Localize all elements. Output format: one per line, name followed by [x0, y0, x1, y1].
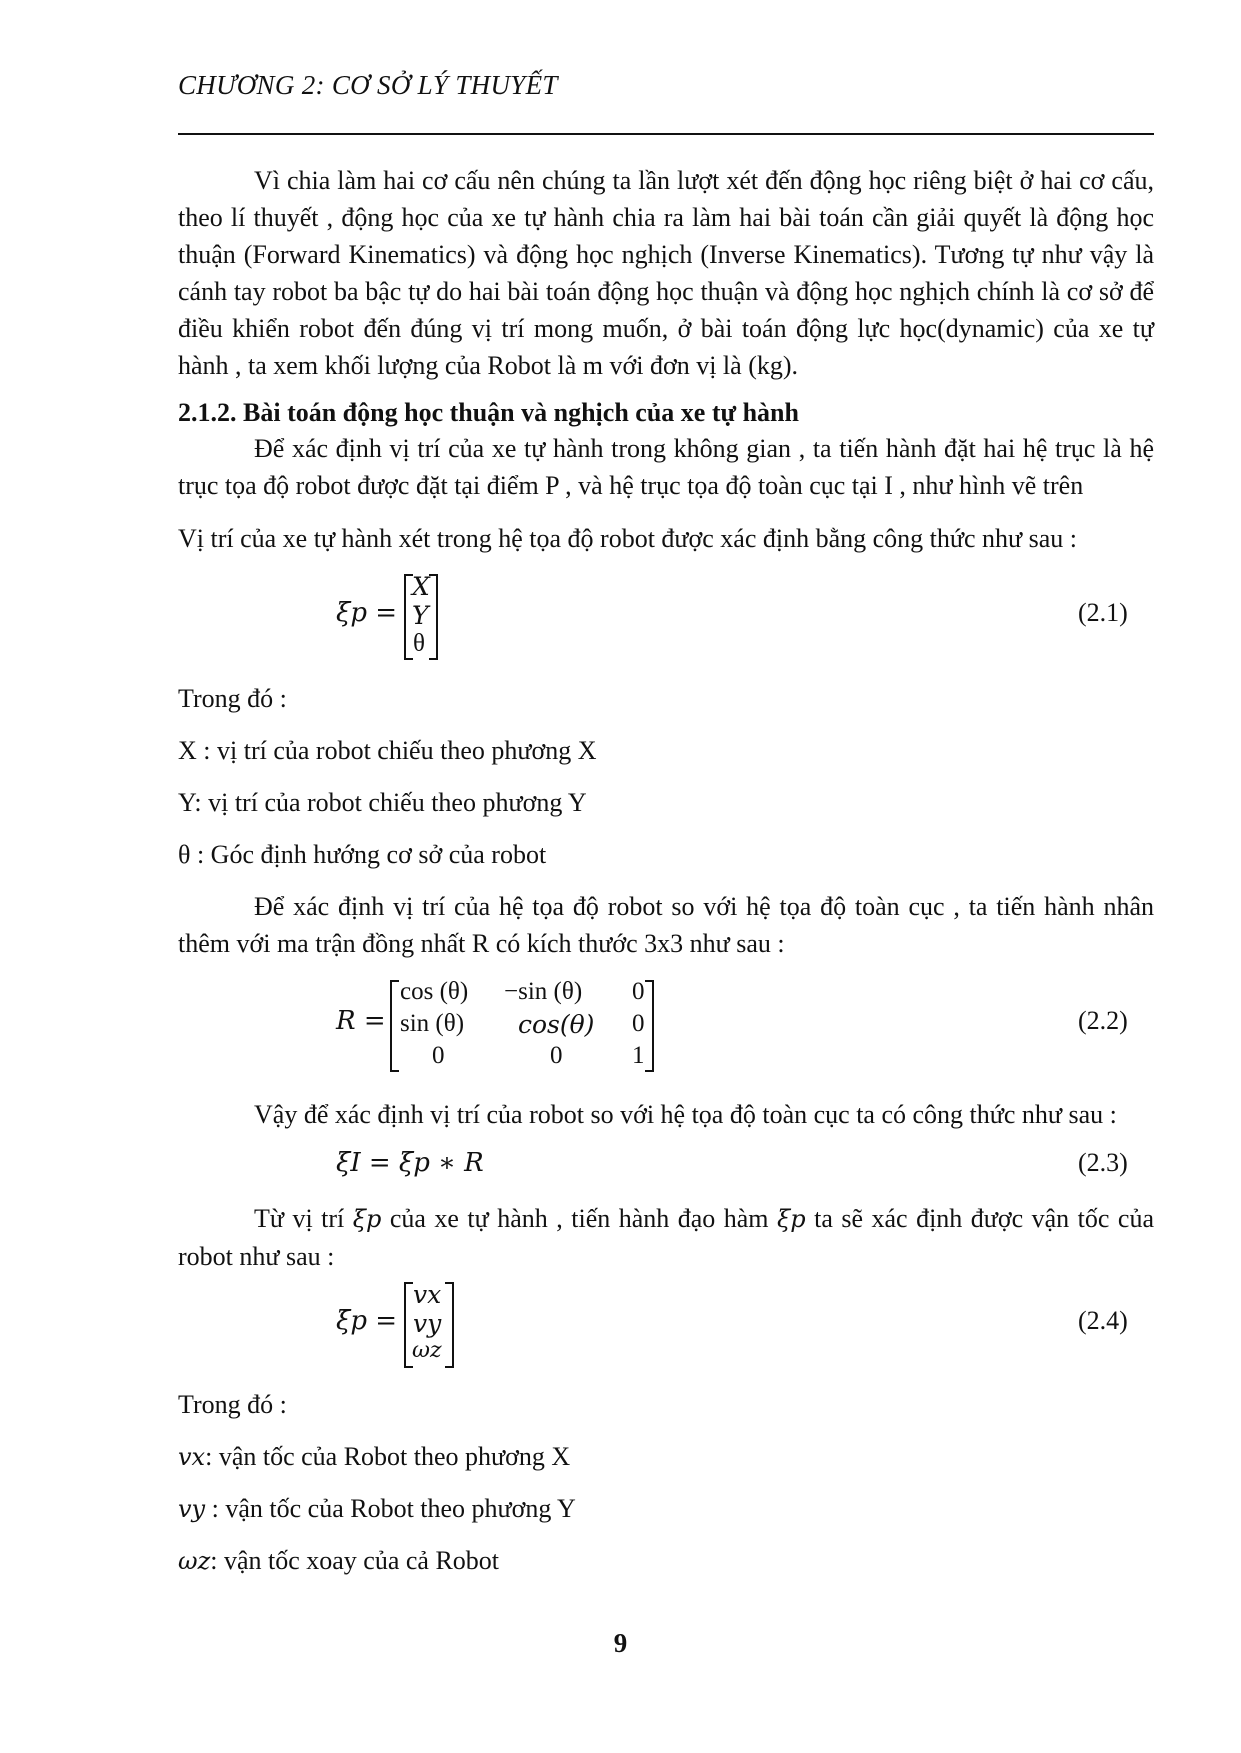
eq2-entry: cos (θ)	[400, 978, 469, 1005]
def-vx-text: : vận tốc của Robot theo phương X	[205, 1442, 571, 1471]
eq2-entry: cos(θ)	[518, 1010, 595, 1039]
def-x: X : vị trí của robot chiếu theo phương X	[178, 736, 597, 765]
eq4-number: (2.4)	[1078, 1306, 1128, 1335]
eq4-entry: vy	[413, 1309, 442, 1338]
eq1-entry: X	[412, 572, 430, 601]
section-heading: 2.1.2. Bài toán động học thuận và nghịch của xe tự hành	[178, 398, 799, 427]
header-rule	[178, 133, 1154, 135]
def-wz	[178, 1542, 499, 1580]
def-vy	[178, 1490, 576, 1528]
eq4-entry: ωz	[412, 1338, 442, 1363]
def-vx	[178, 1438, 570, 1476]
eq1-lhs: ξp =	[336, 598, 398, 628]
frames-paragraph: Để xác định vị trí của xe tự hành trong không gian , ta tiến hành đặt hai hệ trục là hệ trục tọa độ robot được đặt tại điểm P , và hệ trục tọa độ toàn cục tại I , như hình vẽ trên	[178, 434, 1154, 500]
rotation-intro: Để xác định vị trí của hệ tọa độ robot so với hệ tọa độ toàn cục , ta tiến hành nhân thêm với ma trận đồng nhất R có kích thước 3x3 như sau :	[178, 892, 1154, 958]
velocity-intro-symbol: ξp	[777, 1205, 806, 1233]
velocity-intro-symbol: ξp	[352, 1205, 382, 1233]
eq2-entry: 0	[432, 1042, 445, 1069]
def-wz-symbol: ωz	[178, 1547, 211, 1575]
eq2-entry: sin (θ)	[400, 1010, 465, 1037]
def-vx-symbol: vx	[178, 1443, 206, 1471]
global-intro: Vậy để xác định vị trí của robot so với hệ tọa độ toàn cục ta có công thức như sau :	[254, 1100, 1117, 1129]
eq4-entry: vx	[413, 1280, 442, 1309]
def-y: Y: vị trí của robot chiếu theo phương Y	[178, 788, 587, 817]
velocity-intro-text: Từ vị trí	[254, 1204, 353, 1233]
eq2-entry: −sin (θ)	[504, 978, 583, 1005]
chapter-header: CHƯƠNG 2: CƠ SỞ LÝ THUYẾT	[178, 70, 558, 100]
eq4-matrix	[404, 1282, 454, 1368]
eq2-entry: 0	[632, 1010, 645, 1037]
eq1-matrix	[404, 574, 438, 660]
eq2-matrix	[390, 980, 654, 1072]
def-vy-text: : vận tốc của Robot theo phương Y	[205, 1494, 576, 1523]
eq2-lhs: R =	[336, 1006, 386, 1036]
intro-paragraph: Vì chia làm hai cơ cấu nên chúng ta lần lượt xét đến động học riêng biệt ở hai cơ cấu, theo lí thuyết , động học của xe tự hành chia ra làm hai bài toán cần giải quyết là động học thuận (Forward Kinematics) và động học nghịch (Inverse Kinematics). Tương tự như vậy là cánh tay robot ba bậc tự do hai bài toán động học thuận và động học nghịch chính là cơ sở để điều khiển robot đến đúng vị trí mong muốn, ở bài toán động lực học(dynamic) của xe tự hành , ta xem khối lượng của Robot là m với đơn vị là (kg).	[178, 166, 1154, 380]
def-wz-text: : vận tốc xoay của cả Robot	[210, 1546, 500, 1575]
eq2-entry: 1	[632, 1042, 645, 1069]
eq2-number: (2.2)	[1078, 1006, 1128, 1035]
position-intro: Vị trí của xe tự hành xét trong hệ tọa độ robot được xác định bằng công thức như sau :	[178, 524, 1078, 553]
def-theta: θ : Góc định hướng cơ sở của robot	[178, 840, 547, 869]
eq4-lhs: ξ̇p =	[336, 1306, 398, 1336]
page-number: 9	[613, 1628, 628, 1658]
where-label-1: Trong đó :	[178, 684, 287, 713]
velocity-intro-text: ta sẽ xác định được vận tốc của robot như sau :	[178, 1204, 1154, 1271]
eq1-entry: θ	[413, 630, 425, 657]
eq3-expression: ξI = ξp ∗ R	[336, 1148, 484, 1178]
eq2-entry: 0	[550, 1042, 563, 1069]
velocity-intro	[178, 1200, 1154, 1275]
where-label-2: Trong đó :	[178, 1390, 287, 1419]
velocity-intro-text: của xe tự hành , tiến hành đạo hàm	[381, 1204, 778, 1233]
eq3-number: (2.3)	[1078, 1148, 1128, 1177]
eq1-number: (2.1)	[1078, 598, 1128, 627]
def-vy-symbol: vy	[178, 1495, 206, 1523]
eq1-entry: Y	[412, 601, 429, 630]
eq2-entry: 0	[632, 978, 645, 1005]
